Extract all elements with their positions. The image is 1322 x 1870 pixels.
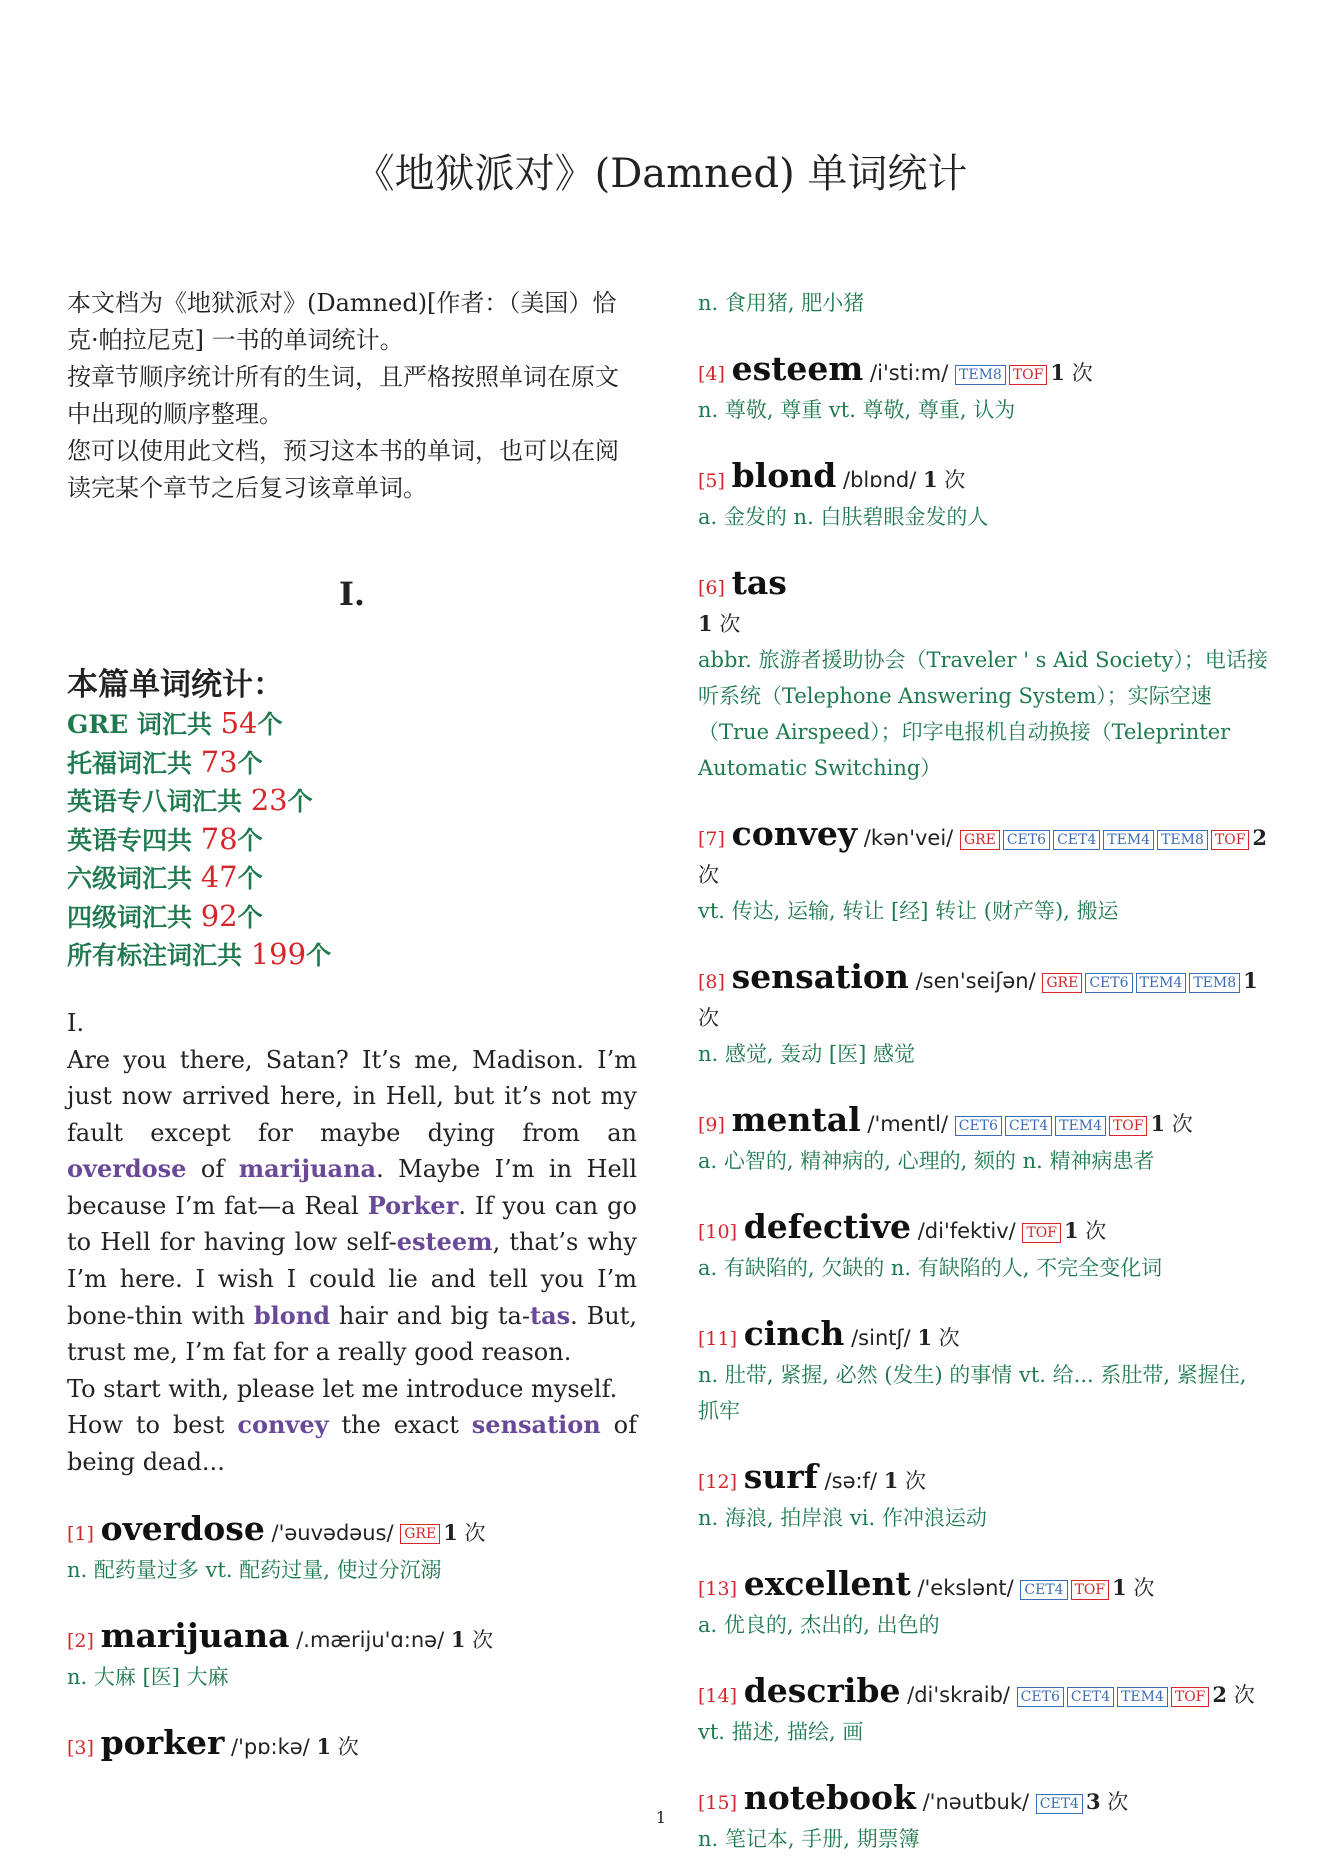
exam-tag: CET4: [1020, 1580, 1067, 1600]
passage-text: How to best: [67, 1411, 238, 1440]
entry-word: mental: [731, 1100, 861, 1139]
chapter-heading: I.: [338, 575, 366, 613]
exam-tag: TOF: [1109, 1116, 1148, 1136]
entry-definition: n. 海浪, 拍岸浪 vi. 作冲浪运动: [698, 1506, 987, 1530]
entry-count-number: 1: [1063, 1218, 1079, 1243]
exam-tag: TEM8: [1157, 830, 1208, 850]
entry-headline: [698, 1209, 1268, 1250]
entry-definition: n. 配药量过多 vt. 配药过量, 使过分沉溺: [67, 1557, 442, 1582]
entry-index: [13]: [698, 1578, 738, 1600]
entry-count: [443, 1521, 485, 1545]
entry-count-number: 1: [450, 1626, 466, 1652]
keyword-sensation: sensation: [471, 1410, 601, 1440]
entry-phonetic: /di'fektiv/: [917, 1219, 1016, 1243]
stat-count: 73: [200, 744, 238, 779]
exam-tag: TEM4: [1103, 830, 1154, 850]
keyword-blond: blond: [253, 1300, 331, 1330]
entry-headline: [67, 1722, 637, 1766]
exam-tag: TOF: [1009, 365, 1048, 385]
stat-unit: 个: [287, 787, 313, 816]
entry-word: excellent: [743, 1564, 911, 1603]
passage-text: Are you there, Satan? It’s me, Madison. I’m just now arrived here, in Hell, but it’s not my fault except for maybe dying from an: [67, 1045, 637, 1147]
stat-count: 54: [220, 706, 258, 740]
stat-count: 199: [250, 937, 307, 971]
entry-headline: [698, 959, 1268, 1036]
entry-word: surf: [743, 1457, 818, 1496]
word-entry: [698, 351, 1268, 428]
word-entries-right: [698, 351, 1268, 1857]
left-column: [67, 285, 637, 1766]
entry-index: [4]: [698, 363, 725, 385]
entry-headline: [698, 565, 1268, 642]
stat-all: [67, 936, 637, 975]
entry-definition: n. 感觉, 轰动 [医] 感觉: [698, 1042, 915, 1066]
exam-tag: TOF: [1071, 1580, 1110, 1600]
stat-unit: 个: [237, 825, 263, 855]
intro-block: [67, 285, 637, 507]
entry-count: [917, 1326, 959, 1350]
entry-count-unit: 次: [944, 468, 966, 492]
entry-word: esteem: [731, 349, 864, 388]
exam-tag: TOF: [1211, 830, 1250, 850]
entry-definition: n. 大麻 [医] 大麻: [67, 1664, 229, 1689]
entry-count-number: 2: [1212, 1682, 1228, 1707]
entry-count-number: 1: [316, 1733, 332, 1759]
passage-text: . Maybe I’m in Hell because I’m fat—a Real: [67, 1155, 638, 1220]
passage-paragraph: [67, 1407, 637, 1480]
entry-index: [10]: [698, 1221, 738, 1243]
entry-count-unit: 次: [472, 1627, 494, 1652]
entry-count: [923, 468, 965, 492]
stat-count: 23: [250, 783, 288, 817]
intro-line: 本文档为《地狱派对》(Damned)[作者：（美国）恰克·帕拉尼克] 一书的单词统计。: [67, 289, 617, 354]
word-entry: [698, 1459, 1268, 1536]
stat-label: GRE 词汇共: [67, 710, 221, 739]
stat-unit: 个: [237, 748, 263, 778]
entry-phonetic: /sə:f/: [824, 1469, 878, 1493]
exam-tag: TEM4: [1136, 973, 1187, 993]
entry-headline: [67, 1508, 637, 1552]
intro-line: 按章节顺序统计所有的生词，且严格按照单词在原文中出现的顺序整理。: [67, 363, 619, 428]
word-entry: [698, 1673, 1268, 1750]
entry-word: describe: [743, 1671, 901, 1710]
entry-count-number: 1: [1243, 968, 1258, 993]
entry-count: [1150, 1112, 1192, 1136]
entry-headline: [698, 1566, 1268, 1607]
passage-text: of: [186, 1155, 239, 1184]
entry-phonetic: /blɒnd/: [843, 468, 917, 492]
word-entry: [67, 1508, 637, 1588]
entry-headline: [698, 816, 1268, 893]
stat-toefl: [67, 744, 637, 783]
entry-definition: a. 金发的 n. 白肤碧眼金发的人: [698, 505, 989, 529]
entry-count-unit: 次: [1071, 361, 1093, 385]
entry-definition: a. 心智的, 精神病的, 心理的, 颏的 n. 精神病患者: [698, 1149, 1155, 1173]
stat-unit: 个: [237, 864, 263, 893]
entry-index: [11]: [698, 1328, 738, 1350]
exam-tag: TOF: [1022, 1223, 1061, 1243]
exam-tag: TEM4: [1055, 1116, 1106, 1136]
entry-count-number: 1: [1112, 1575, 1127, 1600]
exam-tag: GRE: [400, 1524, 440, 1544]
passage-text: , that’s why I’m here. I wish I could lie and tell you I’m bone-thin with: [67, 1228, 637, 1330]
entry-count-unit: 次: [337, 1734, 359, 1759]
stat-label: 英语专八词汇共: [67, 787, 251, 816]
exam-tag: TEM8: [955, 365, 1006, 385]
exam-tag: CET4: [1036, 1794, 1083, 1814]
entry-count-unit: 次: [1107, 1790, 1129, 1814]
entry-count-unit: 次: [698, 863, 719, 887]
passage-heading: I.: [67, 1008, 85, 1037]
exam-tag: GRE: [960, 830, 1000, 850]
entry-word: overdose: [100, 1508, 265, 1548]
entry-definition: n. 尊敬, 尊重 vt. 尊敬, 尊重, 认为: [698, 398, 1016, 422]
word-entry: [67, 1722, 637, 1766]
entry-definition: vt. 描述, 描绘, 画: [698, 1720, 864, 1744]
entry-phonetic: /'nəutbuk/: [922, 1790, 1030, 1814]
entry-count: [698, 612, 740, 636]
entry-count-number: 1: [1150, 1111, 1166, 1136]
entry-headline: [698, 458, 1268, 499]
entry-count-unit: 次: [698, 1006, 719, 1030]
entry-phonetic: /'əuvədəus/: [271, 1520, 394, 1545]
word-entry: [698, 1209, 1268, 1286]
right-column: [698, 285, 1268, 1857]
entry-count-unit: 次: [719, 612, 741, 636]
entry-word: marijuana: [100, 1615, 290, 1655]
entry-word: convey: [731, 814, 858, 853]
entry-count-number: 2: [1252, 825, 1268, 850]
entry-count-unit: 次: [938, 1326, 960, 1350]
stat-cet4: [67, 898, 637, 937]
entry-definition: abbr. 旅游者援助协会（Traveler ' s Aid Society）；电话接听系统（Telephone Answering System）；实际空速（True Airspeed）；印字电报机自动换接（Teleprinter Automatic Switching）: [698, 648, 1268, 780]
entry-phonetic: /'ekslənt/: [917, 1576, 1014, 1600]
entry-word: notebook: [743, 1778, 916, 1817]
passage-paragraph: To start with, please let me introduce myself.: [67, 1374, 618, 1403]
stat-label: 六级词汇共: [67, 864, 201, 893]
passage-text: . But, trust me, I’m fat for a really good reason.: [67, 1301, 637, 1367]
stat-tem8: [67, 782, 637, 821]
entry-headline: [698, 1316, 1268, 1357]
entry-phonetic: /kən'vei/: [863, 826, 954, 850]
entry-word: cinch: [743, 1314, 845, 1353]
document-title: 《地狱派对》(Damned) 单词统计: [354, 151, 968, 197]
entry-headline: [698, 1673, 1268, 1714]
entry-count: [1212, 1683, 1254, 1707]
entry-index: [1]: [67, 1522, 94, 1545]
exam-tag: CET4: [1005, 1116, 1052, 1136]
entry-definition: a. 有缺陷的, 欠缺的 n. 有缺陷的人, 不完全变化词: [698, 1256, 1163, 1280]
entry-headline: [698, 1102, 1268, 1143]
entry-headline: [698, 351, 1268, 392]
intro-line: 您可以使用此文档，预习这本书的单词，也可以在阅读完某个章节之后复习该章单词。: [67, 437, 619, 502]
word-entry: [698, 565, 1268, 786]
entry-phonetic: /sen'seiʃən/: [915, 969, 1036, 993]
entry-word: porker: [100, 1722, 225, 1762]
keyword-overdose: overdose: [67, 1154, 187, 1184]
stat-gre: [67, 705, 637, 744]
passage-text: hair and big ta-: [330, 1301, 530, 1330]
entry-index: [6]: [698, 577, 725, 599]
entry-count: [451, 1628, 493, 1652]
entry-index: [9]: [698, 1114, 725, 1136]
entry-headline: [698, 1459, 1268, 1500]
stat-unit: 个: [257, 710, 283, 739]
entry-word: defective: [743, 1207, 912, 1246]
exam-tag: TEM4: [1117, 1687, 1168, 1707]
entry-count: [884, 1469, 926, 1493]
entry-count-unit: 次: [464, 1520, 486, 1545]
word-entry: [698, 458, 1268, 535]
word-entry: [67, 1615, 637, 1695]
entry-index: [14]: [698, 1685, 738, 1707]
stat-label: 托福词汇共: [67, 748, 201, 778]
entry-index: [15]: [698, 1792, 738, 1814]
keyword-tas: tas: [529, 1300, 571, 1330]
passage-text: . If you can go to Hell for having low self-: [67, 1191, 637, 1257]
entry-count-number: 1: [1050, 360, 1065, 385]
passage: [67, 1042, 637, 1481]
entry-count: [316, 1735, 358, 1759]
keyword-esteem: esteem: [396, 1227, 493, 1257]
entry-phonetic: /sintʃ/: [851, 1326, 911, 1350]
exam-tag: CET6: [1085, 973, 1132, 993]
exam-tag: CET4: [1067, 1687, 1114, 1707]
entry-count-number: 1: [698, 611, 713, 636]
entry-phonetic: /i'sti:m/: [870, 361, 949, 385]
entry-count-number: 1: [922, 467, 938, 492]
stat-label: 英语专四共: [67, 825, 201, 855]
entry-index: [8]: [698, 971, 725, 993]
entry-count-number: 1: [443, 1519, 458, 1545]
entry-index: [7]: [698, 828, 725, 850]
entry-definition-continued: n. 食用猪, 肥小猪: [698, 291, 865, 315]
entry-index: [5]: [698, 470, 725, 492]
stats-list: [67, 705, 637, 975]
stat-count: 92: [200, 898, 238, 933]
exam-tag: CET4: [1053, 830, 1100, 850]
keyword-porker: Porker: [367, 1190, 459, 1220]
entry-word: sensation: [731, 957, 909, 996]
word-entry: [698, 1566, 1268, 1643]
stat-label: 所有标注词汇共: [67, 941, 251, 970]
entry-count-number: 1: [883, 1468, 899, 1493]
entry-definition: a. 优良的, 杰出的, 出色的: [698, 1613, 940, 1637]
exam-tag: GRE: [1042, 973, 1082, 993]
entry-count: [1112, 1576, 1154, 1600]
entry-count-number: 3: [1085, 1789, 1101, 1814]
entry-count-unit: 次: [1233, 1683, 1255, 1707]
entry-phonetic: /'pɒ:kə/: [231, 1734, 310, 1759]
stat-unit: 个: [306, 941, 332, 970]
word-entry: [698, 959, 1268, 1072]
word-entry: [698, 816, 1268, 929]
passage-text: of being dead...: [67, 1411, 637, 1477]
entry-phonetic: /.mæriju'ɑ:nə/: [296, 1627, 445, 1652]
exam-tag: CET6: [1003, 830, 1050, 850]
entry-word: blond: [731, 456, 837, 495]
entry-index: [3]: [67, 1736, 94, 1759]
entry-index: [2]: [67, 1629, 94, 1652]
word-entries-left: [67, 1508, 637, 1766]
stats-title: 本篇单词统计：: [67, 667, 284, 703]
stat-unit: 个: [237, 902, 263, 932]
exam-tag: CET6: [1017, 1687, 1064, 1707]
passage-text: the exact: [328, 1411, 472, 1440]
entry-definition: n. 笔记本, 手册, 期票簿: [698, 1827, 920, 1851]
page-number: 1: [655, 1808, 667, 1827]
stat-label: 四级词汇共: [67, 902, 201, 932]
entry-word: tas: [731, 563, 787, 602]
exam-tag: TEM8: [1189, 973, 1240, 993]
keyword-convey: convey: [237, 1410, 329, 1440]
passage-paragraph: [67, 1042, 637, 1371]
stat-count: 78: [200, 821, 238, 856]
stat-tem4: [67, 821, 637, 860]
entry-count-unit: 次: [905, 1469, 927, 1493]
keyword-marijuana: marijuana: [238, 1154, 377, 1184]
entry-count: [1050, 361, 1092, 385]
exam-tag: TOF: [1171, 1687, 1210, 1707]
entry-count-unit: 次: [1133, 1576, 1155, 1600]
entry-definition: n. 肚带, 紧握, 必然 (发生) 的事情 vt. 给... 系肚带, 紧握住, 抓牢: [698, 1363, 1247, 1423]
exam-tag: CET6: [955, 1116, 1002, 1136]
entry-count-unit: 次: [1085, 1219, 1107, 1243]
stat-cet6: [67, 859, 637, 898]
entry-headline: [67, 1615, 637, 1659]
stat-count: 47: [200, 860, 238, 894]
entry-phonetic: /'mentl/: [867, 1112, 949, 1136]
word-entry: [698, 1316, 1268, 1429]
entry-count: [1064, 1219, 1106, 1243]
entry-count-number: 1: [917, 1325, 932, 1350]
entry-definition: vt. 传达, 运输, 转让 [经] 转让 (财产等), 搬运: [698, 899, 1119, 923]
word-entry: [698, 1102, 1268, 1179]
entry-phonetic: /di'skraib/: [907, 1683, 1010, 1707]
entry-index: [12]: [698, 1471, 738, 1493]
entry-count-unit: 次: [1171, 1112, 1193, 1136]
